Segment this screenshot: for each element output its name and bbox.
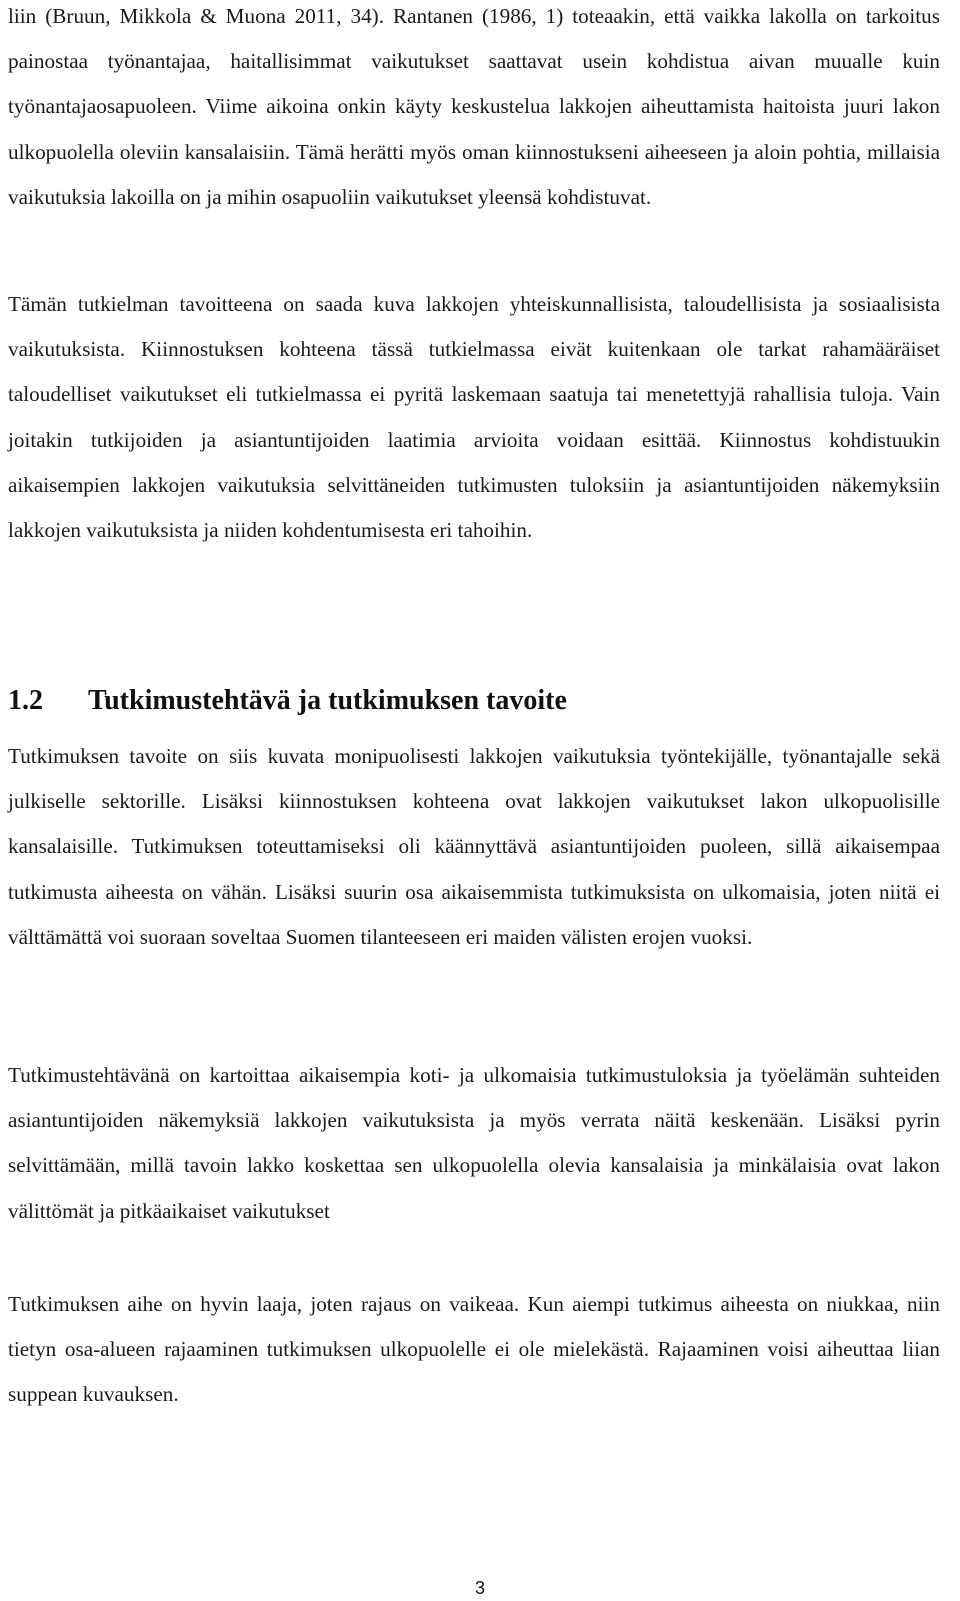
paragraph-research-task: Tutkimustehtävänä on kartoittaa aikaisempia koti- ja ulkomaisia tutkimustuloksia ja työelämän suhteiden asiantuntijoiden näkemyksiä lakkojen vaikutuksista ja myös verrata näitä keskenään. Lisäksi pyrin selvittämään, millä tavoin lakko koskettaa sen ulkopuolella olevia kansalaisia ja minkälaisia ovat lakon välittömät ja pitkäaikaiset vaikutukset xyxy=(8,1063,940,1223)
page-number: 3 xyxy=(474,1578,485,1598)
paragraph-scope: Tutkimuksen aihe on hyvin laaja, joten rajaus on vaikeaa. Kun aiempi tutkimus aiheesta on niukkaa, niin tietyn osa-alueen rajaaminen tutkimuksen ulkopuolelle ei ole mielekästä. Rajaaminen voisi aiheuttaa liian suppean kuvauksen. xyxy=(8,1292,940,1407)
section-heading xyxy=(8,684,567,718)
paragraph-background: liin (Bruun, Mikkola & Muona 2011, 34). Rantanen (1986, 1) toteaakin, että vaikka lakolla on tarkoitus painostaa työnantajaa, haitallisimmat vaikutukset saattavat usein kohdistua aivan muualle kuin työnantajaosapuoleen. Viime aikoina onkin käyty keskustelua lakkojen aiheuttamista haitoista juuri lakon ulkopuolella oleviin kansalaisiin. Tämä herätti myös oman kiinnostukseni aiheeseen ja aloin pohtia, millaisia vaikutuksia lakoilla on ja mihin osapuoliin vaikutukset yleensä kohdistuvat. xyxy=(8,4,940,209)
paragraph-research-goal: Tutkimuksen tavoite on siis kuvata monipuolisesti lakkojen vaikutuksia työntekijälle, työnantajalle sekä julkiselle sektorille. Lisäksi kiinnostuksen kohteena ovat lakkojen vaikutukset lakon ulkopuolisille kansalaisille. Tutkimuksen toteuttamiseksi oli käännyttävä asiantuntijoiden puoleen, sillä aikaisempaa tutkimusta aiheesta on vähän. Lisäksi suurin osa aikaisemmista tutkimuksista on ulkomaisia, joten niitä ei välttämättä voi suoraan soveltaa Suomen tilanteeseen eri maiden välisten erojen vuoksi. xyxy=(8,744,940,949)
section-title: Tutkimustehtävä ja tutkimuksen tavoite xyxy=(88,685,567,716)
section-number: 1.2 xyxy=(8,685,43,716)
paragraph-thesis-aim: Tämän tutkielman tavoitteena on saada kuva lakkojen yhteiskunnallisista, taloudellisista ja sosiaalisista vaikutuksista. Kiinnostuksen kohteena tässä tutkielmassa eivät kuitenkaan ole tarkat rahamääräiset taloudelliset vaikutukset eli tutkielmassa ei pyritä laskemaan saatuja tai menetettyjä rahallisia tuloja. Vain joitakin tutkijoiden ja asiantuntijoiden laatimia arvioita voidaan esittää. Kiinnostus kohdistuukin aikaisempien lakkojen vaikutuksia selvittäneiden tutkimusten tuloksiin ja asiantuntijoiden näkemyksiin lakkojen vaikutuksista ja niiden kohdentumisesta eri tahoihin. xyxy=(8,292,940,543)
